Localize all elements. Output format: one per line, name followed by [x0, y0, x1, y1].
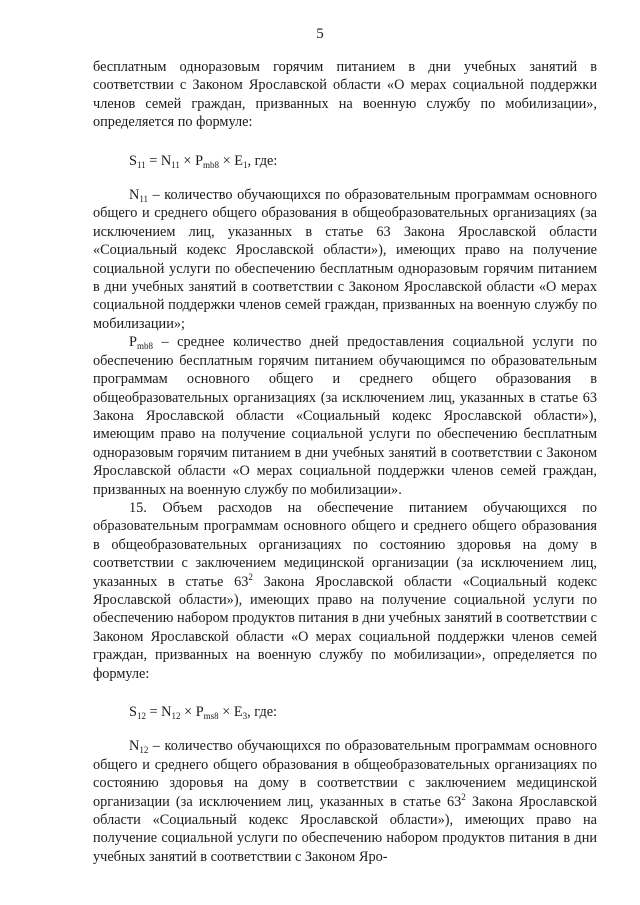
item-15-paragraph — [93, 499, 597, 683]
formula-e-symbol: E — [234, 152, 243, 169]
formula-p-symbol: P — [195, 152, 204, 169]
definition-symbol: N — [129, 738, 140, 755]
definition-subscript: 11 — [139, 194, 148, 205]
item-15-text-end: Закона Ярославской области «Социальный кодекс Ярославской области»), имеющих право на получение социальной услуги по обеспечению набором продуктов питания в дни учебных занятий в соответствии с Законом Ярославской области «О мерах социальной поддержки членов семей граждан, призванных на военную службу по мобилизации», определяется по формуле: — [93, 573, 597, 682]
formula-p-subscript: ms8 — [203, 711, 219, 721]
intro-paragraph: бесплатным одноразовым горячим питанием в дни учебных занятий в соответствии с Законом Ярославской области «О мерах социальной поддержки членов семей граждан, призванных на военную службу по мобилизации», определяется по формуле: — [93, 59, 597, 131]
formula-s12 — [93, 703, 597, 721]
formula-equals: = — [145, 704, 162, 720]
formula-s-symbol: S — [129, 704, 137, 720]
definition-n12 — [93, 737, 597, 866]
formula-equals: = — [145, 152, 161, 169]
formula-tail: , где: — [247, 704, 278, 720]
definition-symbol: N — [129, 187, 140, 204]
formula-s-symbol: S — [129, 152, 137, 169]
formula-n-symbol: N — [160, 152, 172, 169]
formula-e-subscript: 1 — [242, 159, 248, 170]
formula-e-subscript: 3 — [242, 711, 248, 721]
formula-p-symbol: P — [195, 704, 204, 720]
definition-pmb8 — [93, 333, 597, 499]
document-body — [93, 58, 597, 866]
article-superscript: 2 — [248, 571, 253, 582]
definition-subscript: 12 — [139, 745, 149, 756]
definition-text-start: – количество обучающихся по образовательным программам основного общего и среднего общего образования в общеобразовательных организациях по состоянию здоровья на дому в соответствии с заключением медицинской организации (за исключением лиц, указанных в статье 63 — [93, 738, 597, 810]
definition-text-end: Закона Ярославской области «Социальный кодекс Ярославской области»), имеющих право на получение социальной услуги по обеспечению набором продуктов питания в дни учебных занятий в соответствии с Законом Яро- — [93, 793, 597, 865]
formula-times: × — [180, 704, 196, 720]
formula-n-subscript: 11 — [171, 159, 180, 170]
page-number: 5 — [316, 26, 324, 42]
formula-s11 — [93, 152, 597, 170]
definition-n11 — [93, 186, 597, 333]
formula-tail: , где: — [247, 152, 278, 169]
formula-s-subscript: 12 — [136, 711, 146, 721]
formula-times: × — [179, 152, 196, 169]
formula-p-subscript: mb8 — [203, 159, 220, 170]
definition-subscript: mb8 — [136, 341, 153, 352]
formula-n-symbol: N — [161, 704, 172, 720]
article-superscript: 2 — [461, 791, 466, 802]
formula-times: × — [219, 152, 235, 169]
definition-text: – количество обучающихся по образовательным программам основного общего и среднего общего образования в общеобразовательных организациях (за исключением лиц, указанных в статье 63 Закона Ярославской области «Социальный кодекс Ярославской области»), имеющих право на получение социальной услуги по обеспечению бесплатным одноразовым горячим питанием в дни учебных занятий в соответствии с Законом Ярославской области «О мерах социальной поддержки членов семей граждан, призванных на военную службу по мобилизации»; — [93, 187, 597, 332]
formula-n-subscript: 12 — [171, 711, 181, 721]
formula-e-symbol: E — [233, 704, 243, 720]
definition-symbol: P — [129, 334, 137, 351]
item-15-text-start: 15. Объем расходов на обеспечение питанием обучающихся по образовательным программам основного общего и среднего общего образования в общеобразовательных организациях по состоянию здоровья на дому в соответствии с заключением медицинской организации (за исключением лиц, указанных в статье 63 — [93, 499, 597, 590]
formula-times: × — [218, 704, 234, 720]
definition-text: – среднее количество дней предоставления социальной услуги по обеспечению бесплатным горячим питанием обучающимся по образовательным программам основного общего и среднего общего образования в общеобразовательных организациях (за исключением лиц, указанных в статье 63 Закона Ярославской области «Социальный кодекс Ярославской области»), имеющим право на получение социальной услуги по обеспечению бесплатным одноразовым горячим питанием в дни учебных занятий в соответствии с Законом Ярославской области «О мерах социальной поддержки членов семей граждан, призванных на военную службу по мобилизации». — [93, 334, 597, 498]
formula-s-subscript: 11 — [136, 159, 146, 170]
